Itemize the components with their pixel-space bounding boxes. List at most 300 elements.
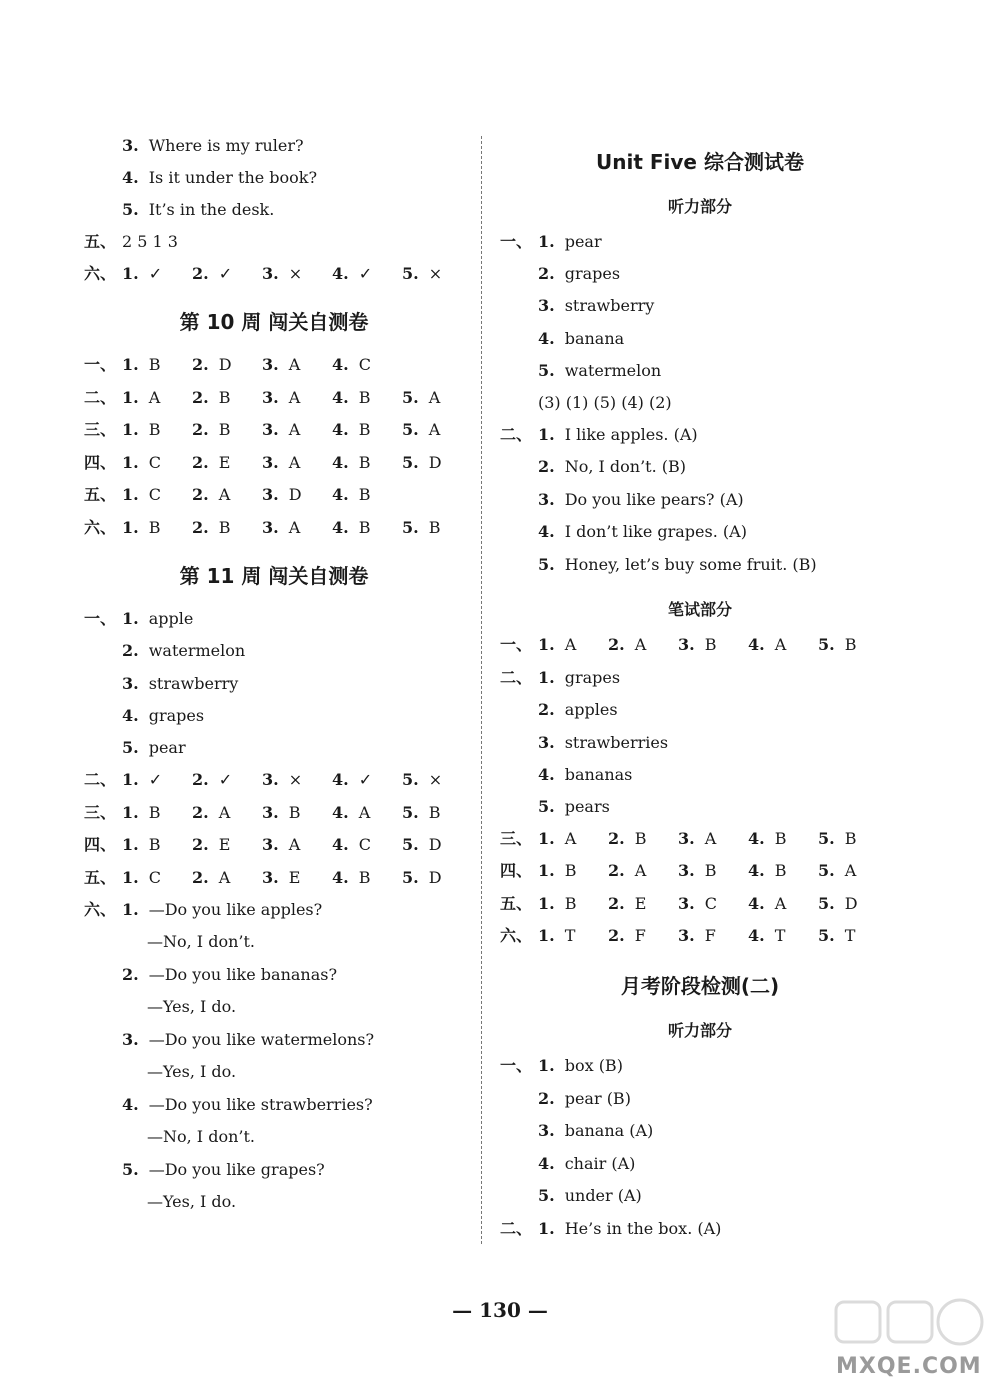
answer-item	[402, 451, 442, 475]
item-number: 1.	[538, 1056, 555, 1075]
item-answer: B	[704, 861, 717, 881]
item-answer: B	[844, 829, 857, 848]
item-text: under (A)	[564, 1186, 642, 1206]
answer-item	[262, 451, 300, 475]
item-number: 1.	[122, 770, 139, 789]
item-number: 4.	[332, 835, 349, 854]
item-answer: E	[634, 893, 647, 913]
item-number: 5.	[402, 387, 419, 407]
answer-item	[122, 516, 160, 540]
item-text: box (B)	[564, 1056, 623, 1075]
item-number: 3.	[678, 829, 695, 848]
item-number: 4.	[748, 861, 765, 881]
item-answer: B	[634, 829, 647, 848]
answer-item	[122, 963, 337, 987]
item-answer: ×	[288, 264, 303, 283]
item-number: 2.	[608, 926, 625, 946]
item-number: 3.	[122, 1030, 139, 1049]
item-answer: A	[218, 485, 231, 504]
answer-item	[192, 451, 230, 475]
item-answer: B	[704, 635, 717, 654]
item-text: He’s in the box. (A)	[564, 1219, 722, 1238]
answer-item	[818, 892, 858, 916]
section-title: 第 10 周 闯关自测卷	[179, 310, 369, 334]
subsection-title: 听力部分	[667, 197, 732, 216]
item-number: 2.	[192, 387, 209, 407]
item-text: apple	[148, 609, 194, 628]
item-number: 2.	[192, 835, 209, 854]
answer-item	[538, 924, 575, 948]
answer-item	[608, 892, 646, 916]
answer-item	[608, 924, 646, 948]
answer-item	[402, 516, 440, 540]
answer-item	[332, 353, 371, 377]
section-label: 二、	[500, 668, 533, 687]
item-number: 4.	[332, 264, 349, 283]
item-answer: D	[428, 867, 442, 887]
answer-item	[538, 455, 686, 479]
item-text: —Do you like watermelons?	[148, 1030, 375, 1049]
section-title: 第 11 周 闯关自测卷	[179, 564, 369, 588]
item-number: 5.	[402, 770, 419, 789]
item-text: No, I don’t. (B)	[564, 457, 687, 477]
answer-item	[818, 827, 856, 851]
section-label: 六、	[84, 264, 117, 283]
item-answer: D	[844, 893, 858, 913]
answer-item	[538, 1152, 635, 1176]
answer-item	[748, 827, 786, 851]
answer-item	[402, 768, 442, 792]
answer-item	[608, 859, 646, 883]
item-answer: ×	[428, 770, 443, 789]
item-answer: A	[774, 893, 787, 913]
item-answer: A	[218, 802, 231, 822]
item-answer: B	[148, 420, 161, 439]
item-answer: B	[844, 635, 857, 654]
item-text: pear (B)	[564, 1088, 631, 1108]
item-answer: C	[148, 452, 161, 472]
item-answer: D	[428, 452, 442, 472]
answer-item	[332, 801, 370, 825]
item-text: —Yes, I do.	[147, 997, 237, 1016]
item-text: strawberry	[148, 673, 239, 693]
item-number: 3.	[122, 136, 139, 155]
item-text: pear	[148, 738, 186, 758]
item-number: 3.	[262, 517, 279, 537]
item-answer: B	[358, 420, 371, 439]
item-number: 5.	[402, 867, 419, 887]
item-number: 1.	[538, 861, 555, 881]
column-divider	[481, 136, 482, 1244]
item-number: 1.	[538, 668, 555, 687]
item-number: 4.	[122, 1095, 139, 1114]
item-answer: ×	[428, 264, 443, 283]
item-answer: C	[148, 867, 161, 887]
item-answer: B	[774, 829, 787, 848]
answer-item	[538, 230, 602, 254]
item-number: 1.	[538, 635, 555, 654]
answer-item	[122, 451, 161, 475]
answer-item	[538, 1217, 721, 1241]
item-number: 4.	[332, 452, 349, 472]
answer-item	[538, 666, 620, 690]
item-number: 3.	[538, 1121, 555, 1141]
item-answer: A	[358, 802, 371, 822]
section-label: 一、	[500, 232, 533, 251]
item-answer: F	[704, 926, 716, 946]
answer-item	[192, 483, 230, 507]
item-number: 3.	[678, 861, 695, 881]
answer-item	[538, 520, 747, 544]
item-number: 5.	[538, 1186, 555, 1206]
item-number: 1.	[538, 926, 555, 946]
item-number: 5.	[122, 200, 139, 219]
section-label: 一、	[500, 635, 533, 654]
item-number: 4.	[332, 387, 349, 407]
item-text: bananas	[564, 764, 633, 784]
answer-item	[402, 418, 440, 442]
item-answer: ✓	[218, 264, 233, 283]
item-number: 1.	[122, 452, 139, 472]
item-answer: A	[704, 829, 717, 848]
answer-item	[538, 359, 661, 383]
item-number: 1.	[538, 425, 555, 444]
section-label: 二、	[500, 1219, 533, 1238]
item-number: 2.	[192, 264, 209, 283]
item-answer: B	[774, 861, 787, 881]
item-number: 5.	[538, 554, 555, 574]
answer-item	[122, 672, 238, 696]
section-label: 二、	[500, 425, 533, 444]
item-number: 3.	[678, 926, 695, 946]
item-text: I don’t like grapes. (A)	[564, 522, 747, 542]
item-number: 1.	[538, 1219, 555, 1238]
item-text: —Do you like strawberries?	[148, 1095, 373, 1114]
answer-item	[748, 859, 786, 883]
subsection-title: 笔试部分	[667, 600, 732, 619]
answer-item	[122, 768, 162, 792]
item-number: 4.	[122, 705, 139, 725]
answer-item	[192, 418, 230, 442]
item-answer: F	[634, 926, 646, 946]
item-answer: A	[288, 452, 301, 472]
item-number: 4.	[332, 802, 349, 822]
answer-item	[538, 795, 610, 819]
item-text: apples	[564, 700, 618, 720]
item-number: 2.	[192, 770, 209, 789]
item-number: 1.	[122, 420, 139, 439]
section-label: 五、	[500, 893, 533, 913]
answer-item	[262, 833, 300, 857]
item-number: 1.	[122, 264, 139, 283]
item-number: 3.	[538, 732, 555, 752]
item-answer: D	[218, 355, 232, 374]
answer-item	[538, 827, 576, 851]
item-number: 2.	[538, 457, 555, 477]
item-number: 3.	[262, 770, 279, 789]
item-answer: B	[218, 517, 231, 537]
answer-item	[538, 698, 618, 722]
item-text: watermelon	[148, 641, 246, 661]
item-number: 4.	[122, 168, 139, 187]
item-answer: B	[428, 517, 441, 537]
item-number: 2.	[608, 861, 625, 881]
item-number: 5.	[818, 861, 835, 881]
item-answer: ×	[288, 770, 303, 789]
item-number: 4.	[748, 829, 765, 848]
answer-item	[538, 1119, 653, 1143]
answer-item	[147, 995, 236, 1019]
item-answer: B	[288, 802, 301, 822]
answer-item	[538, 1054, 623, 1078]
answer-item	[147, 1060, 236, 1084]
item-number: 1.	[122, 900, 139, 919]
answer-item	[538, 327, 624, 351]
answer-item	[678, 859, 716, 883]
item-number: 5.	[538, 360, 555, 380]
answer-item	[147, 1125, 255, 1149]
answer-item	[402, 833, 442, 857]
answer-item	[122, 1028, 374, 1052]
section-label: 一、	[84, 355, 117, 374]
item-number: 2.	[538, 264, 555, 284]
section-label: 六、	[500, 926, 533, 946]
answer-item	[818, 633, 856, 657]
answer-item	[538, 488, 744, 512]
item-number: 3.	[262, 264, 279, 283]
item-answer: A	[288, 420, 301, 439]
item-number: 2.	[538, 700, 555, 720]
answer-item	[332, 262, 372, 286]
answer-item	[748, 892, 786, 916]
answer-item	[332, 386, 370, 410]
item-number: 4.	[748, 893, 765, 913]
item-number: 5.	[402, 802, 419, 822]
watermark-text: MXQE.COM	[836, 1354, 982, 1379]
answer-item	[678, 892, 717, 916]
section-label: 一、	[84, 609, 117, 628]
answer-item	[192, 353, 232, 377]
answer-item	[192, 833, 230, 857]
item-answer: A	[774, 635, 787, 654]
answer-item	[332, 866, 370, 890]
item-number: 1.	[122, 355, 139, 374]
answer-item	[122, 833, 160, 857]
item-number: 1.	[538, 829, 555, 848]
item-number: 3.	[262, 387, 279, 407]
item-number: 3.	[538, 489, 555, 509]
item-answer: ✓	[148, 770, 163, 789]
item-number: 5.	[818, 635, 835, 654]
section-title: 月考阶段检测(二)	[620, 974, 780, 998]
item-number: 1.	[122, 387, 139, 407]
item-number: 2.	[192, 420, 209, 439]
item-answer: A	[218, 867, 231, 887]
item-number: 1.	[122, 835, 139, 854]
section-label: 五、	[84, 485, 117, 504]
answer-item	[332, 451, 370, 475]
answer-item	[538, 633, 576, 657]
answer-item	[818, 859, 856, 883]
item-answer: T	[844, 926, 856, 946]
item-answer: A	[428, 387, 441, 407]
item-text: grapes	[564, 668, 621, 687]
item-answer: A	[288, 517, 301, 537]
item-answer: T	[564, 926, 576, 946]
answer-item	[262, 483, 302, 507]
answer-item	[332, 418, 370, 442]
section-label: 六、	[84, 900, 117, 919]
item-number: 5.	[122, 1160, 139, 1179]
answer-item	[122, 353, 160, 377]
answer-item	[538, 423, 698, 447]
answer-item	[748, 924, 785, 948]
item-answer: A	[634, 861, 647, 881]
section-label: 五、	[84, 232, 117, 251]
item-number: 3.	[262, 452, 279, 472]
item-number: 3.	[262, 485, 279, 504]
answer-item	[147, 1190, 236, 1214]
answer-item	[122, 166, 317, 190]
item-answer: A	[288, 387, 301, 407]
section-label: 三、	[500, 829, 533, 848]
item-number: 5.	[402, 264, 419, 283]
item-text: pears	[564, 797, 610, 817]
answer-item	[192, 866, 230, 890]
answer-item	[262, 353, 300, 377]
item-answer: A	[844, 861, 857, 881]
item-text: banana	[564, 328, 625, 348]
answer-item	[538, 294, 654, 318]
item-number: 4.	[332, 420, 349, 439]
item-text: —No, I don’t.	[147, 932, 255, 951]
item-number: 3.	[262, 867, 279, 887]
item-text: watermelon	[564, 360, 662, 380]
item-number: 4.	[538, 1153, 555, 1173]
item-number: 4.	[332, 355, 349, 374]
item-number: 2.	[192, 802, 209, 822]
answer-item	[262, 386, 300, 410]
item-number: 5.	[402, 452, 419, 472]
item-number: 3.	[262, 355, 279, 374]
answer-item	[608, 633, 646, 657]
answer-item	[538, 731, 668, 755]
answer-item	[818, 924, 855, 948]
section-title: Unit Five 综合测试卷	[596, 150, 804, 174]
item-number: 1.	[122, 867, 139, 887]
section-label: 四、	[84, 452, 117, 472]
answer-item	[122, 262, 162, 286]
item-answer: B	[148, 517, 161, 537]
item-number: 5.	[122, 738, 139, 758]
answer-item	[122, 704, 204, 728]
item-number: 5.	[818, 893, 835, 913]
item-text: strawberry	[564, 296, 655, 316]
answer-item	[192, 768, 232, 792]
item-number: 1.	[538, 232, 555, 251]
section-label: 六、	[84, 517, 117, 537]
item-answer: D	[288, 485, 302, 504]
item-number: 2.	[122, 965, 139, 984]
item-number: 1.	[538, 893, 555, 913]
item-number: 2.	[192, 452, 209, 472]
item-answer: A	[634, 635, 647, 654]
item-number: 4.	[538, 522, 555, 542]
item-answer: C	[358, 835, 371, 854]
item-text: I like apples. (A)	[564, 425, 698, 444]
item-number: 3.	[262, 835, 279, 854]
item-text: 2 5 1 3	[122, 232, 178, 251]
item-answer: A	[148, 387, 161, 407]
item-text: Do you like pears? (A)	[564, 489, 744, 509]
answer-item	[262, 418, 300, 442]
item-text: —Do you like grapes?	[148, 1160, 325, 1179]
item-answer: C	[358, 355, 371, 374]
item-text: —Yes, I do.	[147, 1192, 237, 1211]
item-answer: D	[428, 835, 442, 854]
item-number: 2.	[192, 517, 209, 537]
answer-item	[122, 230, 178, 254]
section-label: 二、	[84, 387, 117, 407]
answer-item	[538, 553, 817, 577]
item-number: 5.	[818, 926, 835, 946]
answer-item	[402, 386, 440, 410]
item-text: Is it under the book?	[148, 168, 318, 187]
answer-item	[122, 198, 274, 222]
item-number: 4.	[332, 485, 349, 504]
answer-item	[122, 134, 304, 158]
item-answer: B	[358, 452, 371, 472]
answer-item	[332, 483, 370, 507]
item-text: It’s in the desk.	[148, 200, 275, 219]
item-answer: C	[148, 485, 161, 504]
item-number: 4.	[748, 926, 765, 946]
item-number: 5.	[818, 829, 835, 848]
item-number: 4.	[748, 635, 765, 654]
answer-item	[608, 827, 646, 851]
section-label: 五、	[84, 867, 117, 887]
item-answer: ✓	[358, 770, 373, 789]
item-number: 4.	[332, 770, 349, 789]
item-number: 5.	[538, 797, 555, 817]
item-answer: A	[288, 835, 301, 854]
item-number: 4.	[332, 867, 349, 887]
item-answer: B	[148, 835, 161, 854]
item-number: 3.	[678, 635, 695, 654]
item-text: grapes	[148, 705, 205, 725]
item-answer: B	[358, 517, 371, 537]
answer-item	[122, 418, 160, 442]
section-label: 二、	[84, 770, 117, 789]
section-label: 一、	[500, 1056, 533, 1075]
item-text: strawberries	[564, 732, 669, 752]
item-answer: B	[358, 387, 371, 407]
answer-item	[192, 801, 230, 825]
item-text: (3) (1) (5) (4) (2)	[538, 393, 672, 412]
item-answer: A	[428, 420, 441, 439]
item-text: —No, I don’t.	[147, 1127, 255, 1146]
answer-item	[122, 386, 160, 410]
answer-item	[192, 386, 230, 410]
item-answer: E	[288, 867, 301, 887]
item-text: —Yes, I do.	[147, 1062, 237, 1081]
item-number: 1.	[122, 517, 139, 537]
item-answer: A	[288, 355, 301, 374]
item-text: chair (A)	[564, 1153, 636, 1173]
section-label: 四、	[500, 861, 533, 881]
item-answer: B	[564, 861, 577, 881]
item-text: Where is my ruler?	[148, 136, 304, 155]
